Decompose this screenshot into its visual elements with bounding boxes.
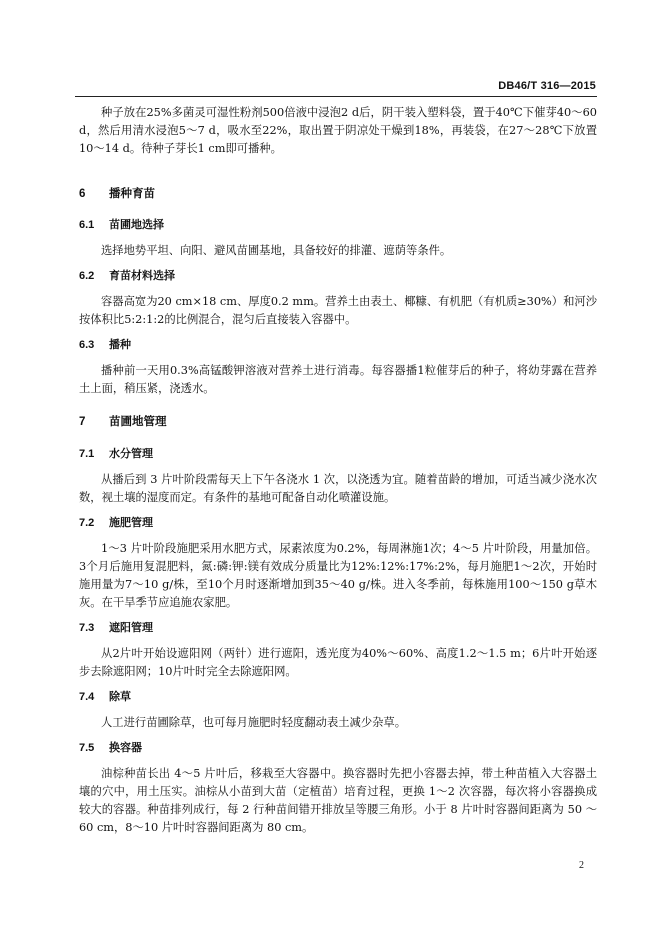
page-content bbox=[79, 104, 597, 837]
subsection-number: 6.2 bbox=[79, 270, 95, 282]
subsection-title: 换容器 bbox=[109, 741, 142, 754]
section-title: 播种育苗 bbox=[109, 186, 155, 200]
paragraph-6-1: 选择地势平坦、向阳、避风苗圃基地，具备较好的排灌、遮荫等条件。 bbox=[101, 244, 452, 257]
subsection-title: 播种 bbox=[109, 338, 131, 351]
subsection-6-1-heading bbox=[79, 216, 597, 234]
section-number: 6 bbox=[79, 188, 86, 200]
subsection-title: 遮阳管理 bbox=[109, 621, 153, 634]
subsection-number: 6.3 bbox=[79, 339, 95, 351]
header-rule bbox=[75, 96, 597, 97]
paragraph-7-5: 油棕种苗长出 4～5 片叶后，移栽至大容器中。换容器时先把小容器去掉，带土种苗植入大容器土壤的穴中，用土压实。油棕从小苗到大苗（定植苗）培育过程，更换 1～2 次容器，每次将小容器换成较大的容器。种苗排列成行，每 2 行种苗间错开排放呈等腰三角形。小于 8 片叶时容器间距离为 50 ～60 cm，8～10 片叶时容器间距离为 80 cm。 bbox=[79, 767, 597, 834]
paragraph-7-1: 从播后到 3 片叶阶段需每天上下午各浇水 1 次，以浇透为宜。随着苗龄的增加，可适当减少浇水次数，视土壤的湿度而定。有条件的基地可配备自动化喷灌设施。 bbox=[79, 473, 597, 504]
subsection-7-5-heading bbox=[79, 739, 597, 757]
subsection-number: 7.3 bbox=[79, 622, 95, 634]
page-number: 2 bbox=[579, 860, 584, 871]
subsection-title: 苗圃地选择 bbox=[109, 218, 164, 231]
subsection-7-1-heading bbox=[79, 445, 597, 463]
subsection-number: 6.1 bbox=[79, 219, 95, 231]
paragraph-7-4: 人工进行苗圃除草，也可每月施肥时轻度翻动表土减少杂草。 bbox=[101, 716, 407, 729]
subsection-title: 施肥管理 bbox=[109, 516, 153, 529]
subsection-number: 7.4 bbox=[79, 691, 95, 703]
section-title: 苗圃地管理 bbox=[109, 414, 167, 428]
subsection-6-2-heading bbox=[79, 267, 597, 285]
subsection-title: 水分管理 bbox=[109, 447, 153, 460]
intro-paragraph: 种子放在25%多菌灵可湿性粉剂500倍液中浸泡2 d后，阴干装入塑料袋，置于40℃下催芽40～60 d，然后用清水浸泡5～7 d，吸水至22%，取出置于阴凉处干燥到18%，再装袋，在27～28℃下放置10～14 d。待种子芽长1 cm即可播种。 bbox=[79, 106, 597, 155]
subsection-7-2-heading bbox=[79, 514, 597, 532]
paragraph-6-3: 播种前一天用0.3%高锰酸钾溶液对营养土进行消毒。每容器播1粒催芽后的种子，将幼芽露在营养土上面，稍压紧，浇透水。 bbox=[79, 364, 597, 395]
subsection-number: 7.2 bbox=[79, 517, 95, 529]
subsection-number: 7.1 bbox=[79, 448, 95, 460]
paragraph-7-3: 从2片叶开始设遮阳网（两针）进行遮阳，透光度为40%～60%、高度1.2～1.5 m；6片叶开始逐步去除遮阳网；10片叶时完全去除遮阳网。 bbox=[79, 647, 597, 678]
paragraph-6-2: 容器高宽为20 cm×18 cm、厚度0.2 mm。营养土由表土、椰糠、有机肥（有机质≥30%）和河沙按体积比5:2:1:2的比例混合，混匀后直接装入容器中。 bbox=[79, 295, 597, 326]
subsection-7-3-heading bbox=[79, 619, 597, 637]
subsection-title: 除草 bbox=[109, 690, 131, 703]
subsection-7-4-heading bbox=[79, 688, 597, 706]
section-6-heading bbox=[79, 184, 597, 203]
document-code: DB46/T 316—2015 bbox=[498, 80, 596, 92]
subsection-6-3-heading bbox=[79, 336, 597, 354]
section-number: 7 bbox=[79, 416, 86, 428]
paragraph-7-2: 1～3 片叶阶段施肥采用水肥方式，尿素浓度为0.2%，每周淋施1次；4～5 片叶阶段，用量加倍。3个月后施用复混肥料，氮:磷:钾:镁有效成分质量比为12%:12%:17%:2%，每月施肥1～2次，开始时施用量为7～10 g/株，至10个月时逐渐增加到35～40 g/株。进入冬季前，每株施用100～150 g草木灰。在干旱季节应追施农家肥。 bbox=[79, 542, 597, 609]
subsection-title: 育苗材料选择 bbox=[109, 269, 175, 282]
subsection-number: 7.5 bbox=[79, 742, 95, 754]
section-7-heading bbox=[79, 412, 597, 431]
